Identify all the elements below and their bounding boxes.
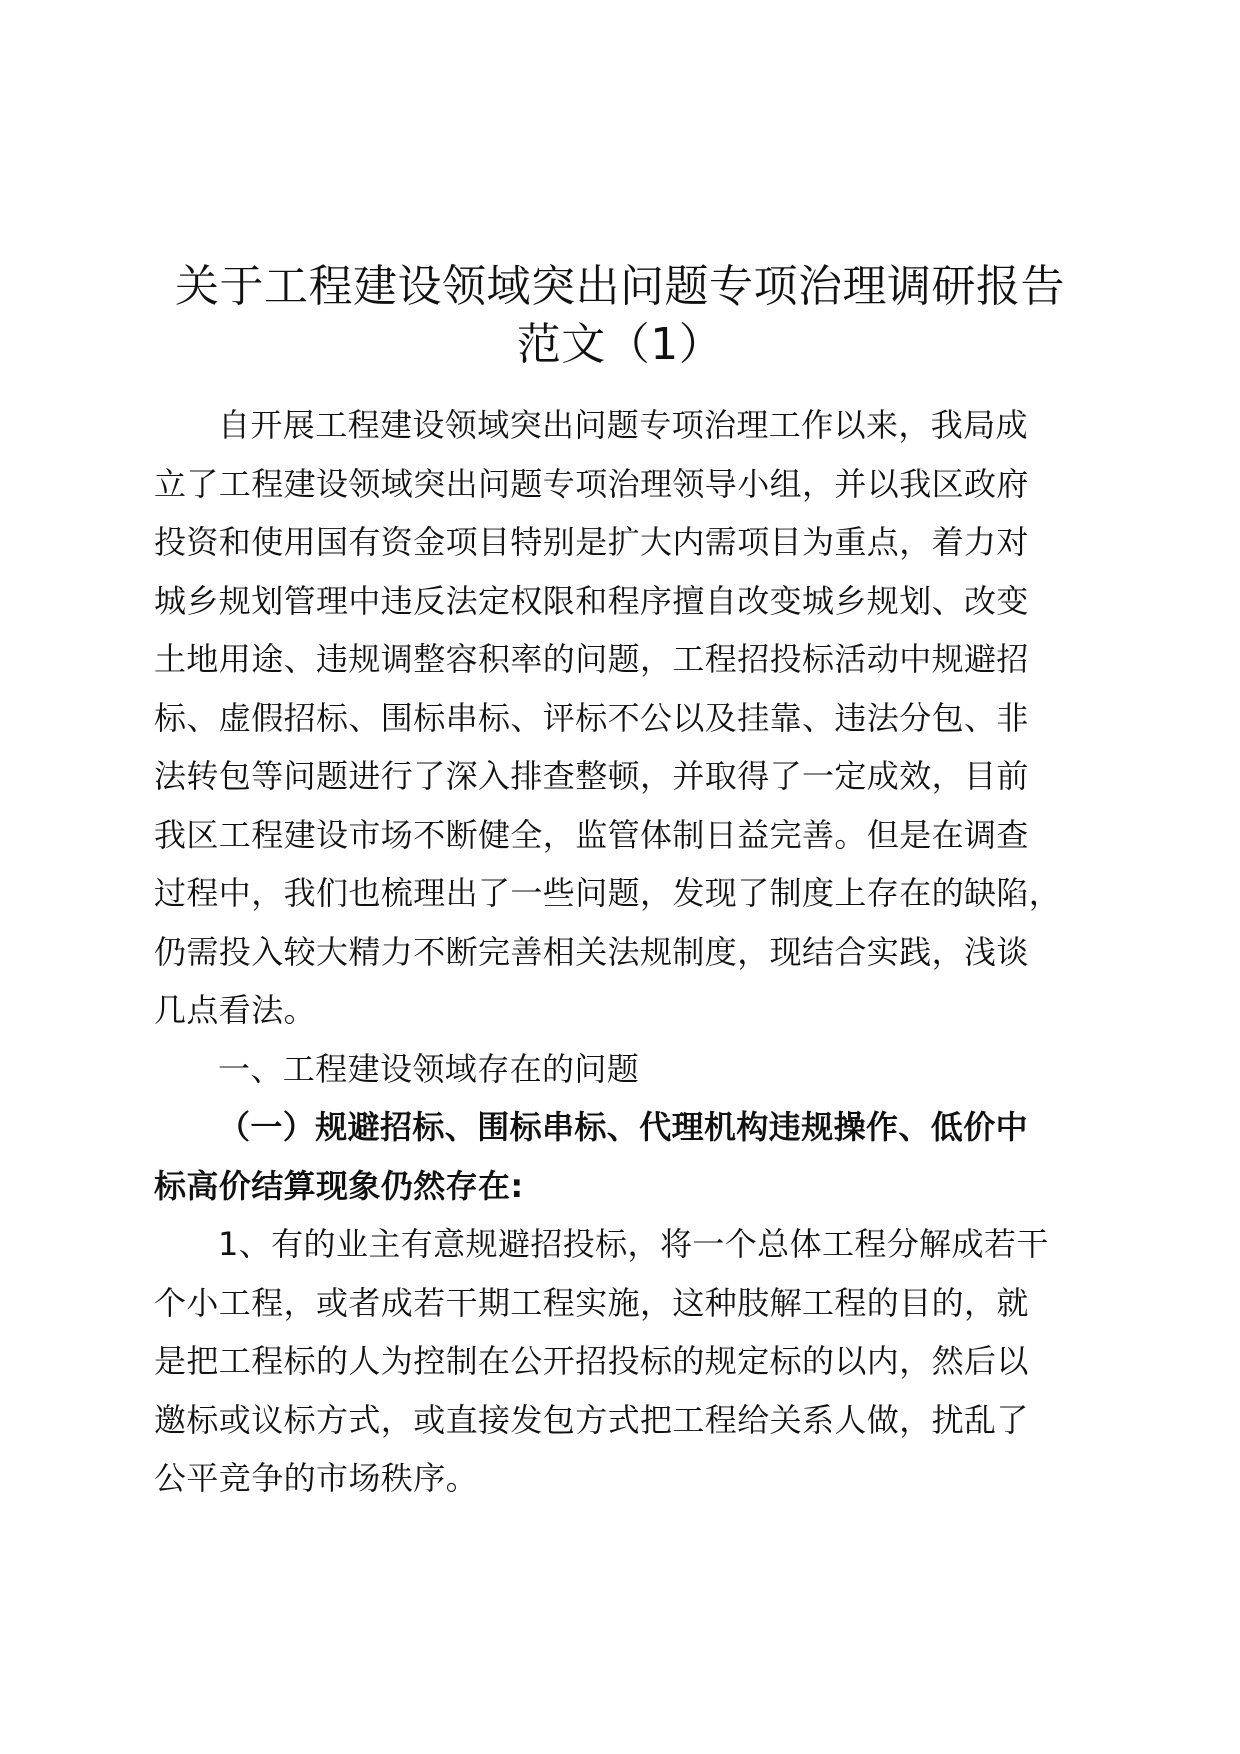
document-title bbox=[150, 258, 1090, 374]
intro-line: 仍需投入较大精力不断完善相关法规制度，现结合实践，浅谈 bbox=[154, 932, 1029, 971]
point-1-line: 1、有的业主有意规避招投标，将一个总体工程分解成若干 bbox=[218, 1225, 1049, 1263]
intro-line: 几点看法。 bbox=[154, 991, 317, 1029]
title-line-1: 关于工程建设领域突出问题专项治理调研报告 bbox=[175, 261, 1065, 312]
intro-line: 标、虚假招标、围标串标、评标不公以及挂靠、违法分包、非 bbox=[154, 698, 1029, 737]
point-1-line: 邀标或议标方式，或直接发包方式把工程给关系人做，扰乱了 bbox=[154, 1400, 1029, 1439]
intro-line: 城乡规划管理中违反法定权限和程序擅自改变城乡规划、改变 bbox=[154, 581, 1029, 620]
point-1-line: 是把工程标的人为控制在公开招投标的规定标的以内，然后以 bbox=[154, 1342, 1029, 1380]
intro-line: 我区工程建设市场不断健全，监管体制日益完善。但是在调查 bbox=[154, 815, 1029, 854]
point-1-paragraph bbox=[154, 1215, 1094, 1508]
intro-line: 立了工程建设领域突出问题专项治理领导小组，并以我区政府 bbox=[154, 464, 1029, 503]
title-line-2: 范文（1） bbox=[516, 319, 724, 370]
subheading-line: 标高价结算现象仍然存在: bbox=[154, 1166, 524, 1205]
intro-paragraph bbox=[154, 396, 1094, 1040]
intro-line: 投资和使用国有资金项目特别是扩大内需项目为重点，着力对 bbox=[154, 523, 1029, 561]
intro-line: 过程中，我们也梳理出了一些问题，发现了制度上存在的缺陷， bbox=[154, 874, 1062, 912]
document-body bbox=[154, 396, 1094, 1508]
section-heading: 一、工程建设领域存在的问题 bbox=[218, 1049, 640, 1088]
point-1-line: 个小工程，或者成若干期工程实施，这种肢解工程的目的，就 bbox=[154, 1283, 1029, 1322]
subheading bbox=[154, 1098, 1094, 1215]
point-1-line: 公平竞争的市场秩序。 bbox=[154, 1459, 479, 1497]
intro-line: 自开展工程建设领域突出问题专项治理工作以来，我局成 bbox=[218, 406, 1029, 444]
subheading-line: （一）规避招标、围标串标、代理机构违规操作、低价中 bbox=[218, 1108, 1029, 1146]
intro-line: 土地用途、违规调整容积率的问题，工程招投标活动中规避招 bbox=[154, 640, 1029, 678]
intro-line: 法转包等问题进行了深入排查整顿，并取得了一定成效，目前 bbox=[154, 757, 1029, 795]
